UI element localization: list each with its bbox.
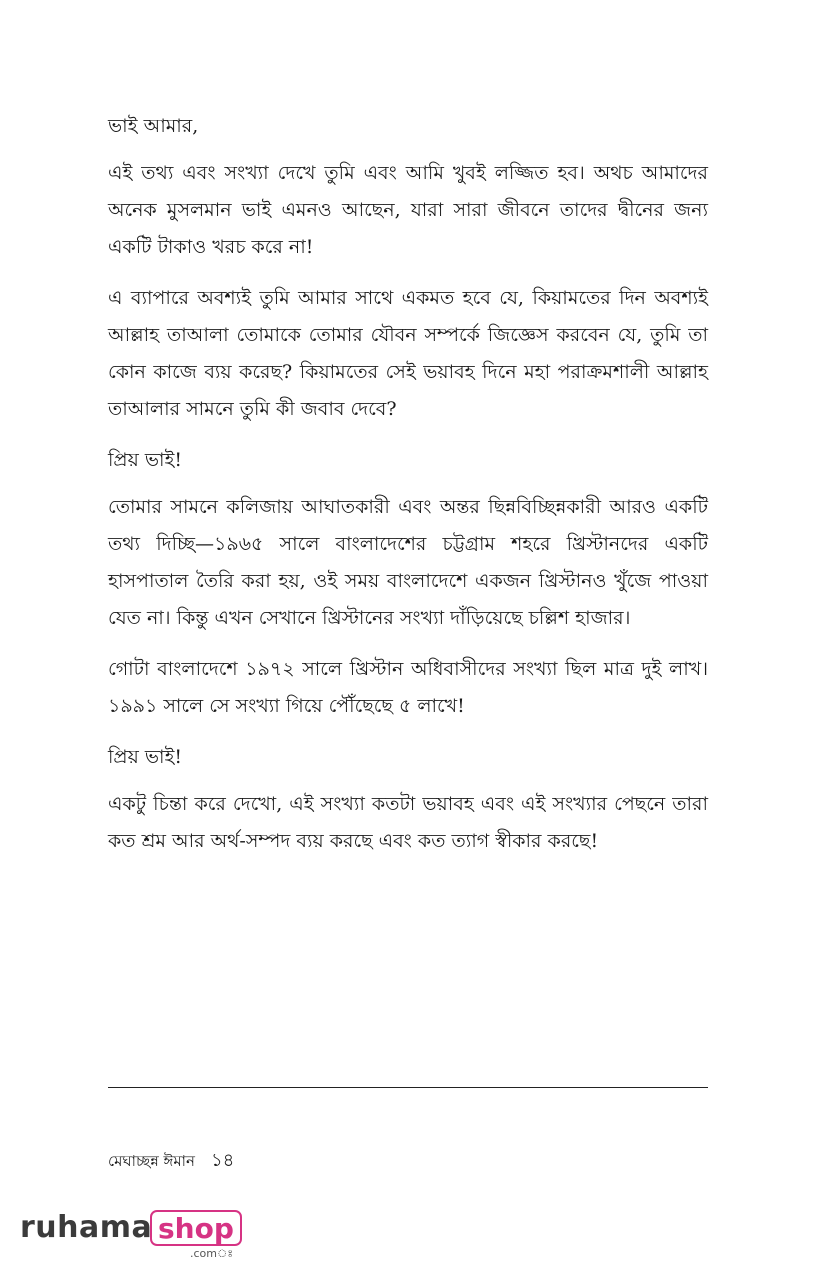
paragraph-2: এ ব্যাপারে অবশ্যই তুমি আমার সাথে একমত হবে যে, কিয়ামতের দিন অবশ্যই আল্লাহ তাআলা তোমাকে তোমার যৌবন সম্পর্কে জিজ্ঞেস করবেন যে, তুমি তা কোন কাজে ব্যয় করেছ? কিয়ামতের সেই ভয়াবহ দিনে মহা পরাক্রমশালী আল্লাহ তাআলার সামনে তুমি কী জবাব দেবে? [108, 287, 708, 420]
paragraph-3: তোমার সামনে কলিজায় আঘাতকারী এবং অন্তর ছিন্নবিচ্ছিন্নকারী আরও একটি তথ্য দিচ্ছি—১৯৬৫ সালে বাংলাদেশের চট্টগ্রাম শহরে খ্রিস্টানদের একটি হাসপাতাল তৈরি করা হয়, ওই সময় বাংলাদেশে একজন খ্রিস্টানও খুঁজে পাওয়া যেত না। কিন্তু এখন সেখানে খ্রিস্টানের সংখ্যা দাঁড়িয়েছে চল্লিশ হাজার। [108, 496, 708, 629]
page-footer [108, 1150, 234, 1172]
logo-shop-badge [150, 1210, 242, 1246]
paragraph-4: গোটা বাংলাদেশে ১৯৭২ সালে খ্রিস্টান অধিবাসীদের সংখ্যা ছিল মাত্র দুই লাখ। ১৯৯১ সালে সে সংখ্যা গিয়ে পৌঁছেছে ৫ লাখে! [108, 658, 708, 717]
paragraph-1: এই তথ্য এবং সংখ্যা দেখে তুমি এবং আমি খুবই লজ্জিত হব। অথচ আমাদের অনেক মুসলমান ভাই এমনও আছেন, যারা সারা জীবনে তাদের দ্বীনের জন্য একটি টাকাও খরচ করে না! [108, 162, 708, 258]
salutation-brother: ভাই আমার, [108, 115, 199, 137]
page-body [108, 108, 708, 874]
logo-text-ruhama: ruhama [20, 1210, 153, 1245]
salutation-dear-brother-1: প্রিয় ভাই! [108, 449, 183, 471]
book-title: মেঘাচ্ছন্ন ঈমান [108, 1152, 195, 1170]
ruhamashop-logo [20, 1208, 240, 1258]
paragraph-5: একটু চিন্তা করে দেখো, এই সংখ্যা কতটা ভয়াবহ এবং এই সংখ্যার পেছনে তারা কত শ্রম আর অর্থ-সম্পদ ব্যয় করছে এবং কত ত্যাগ স্বীকার করছে! [108, 793, 708, 852]
page-number: ১৪ [211, 1150, 235, 1171]
footer-divider [108, 1087, 708, 1088]
logo-text-shop: shop [158, 1211, 234, 1245]
logo-text-domain: .comঃ [190, 1247, 234, 1260]
salutation-dear-brother-2: প্রিয় ভাই! [108, 746, 183, 768]
